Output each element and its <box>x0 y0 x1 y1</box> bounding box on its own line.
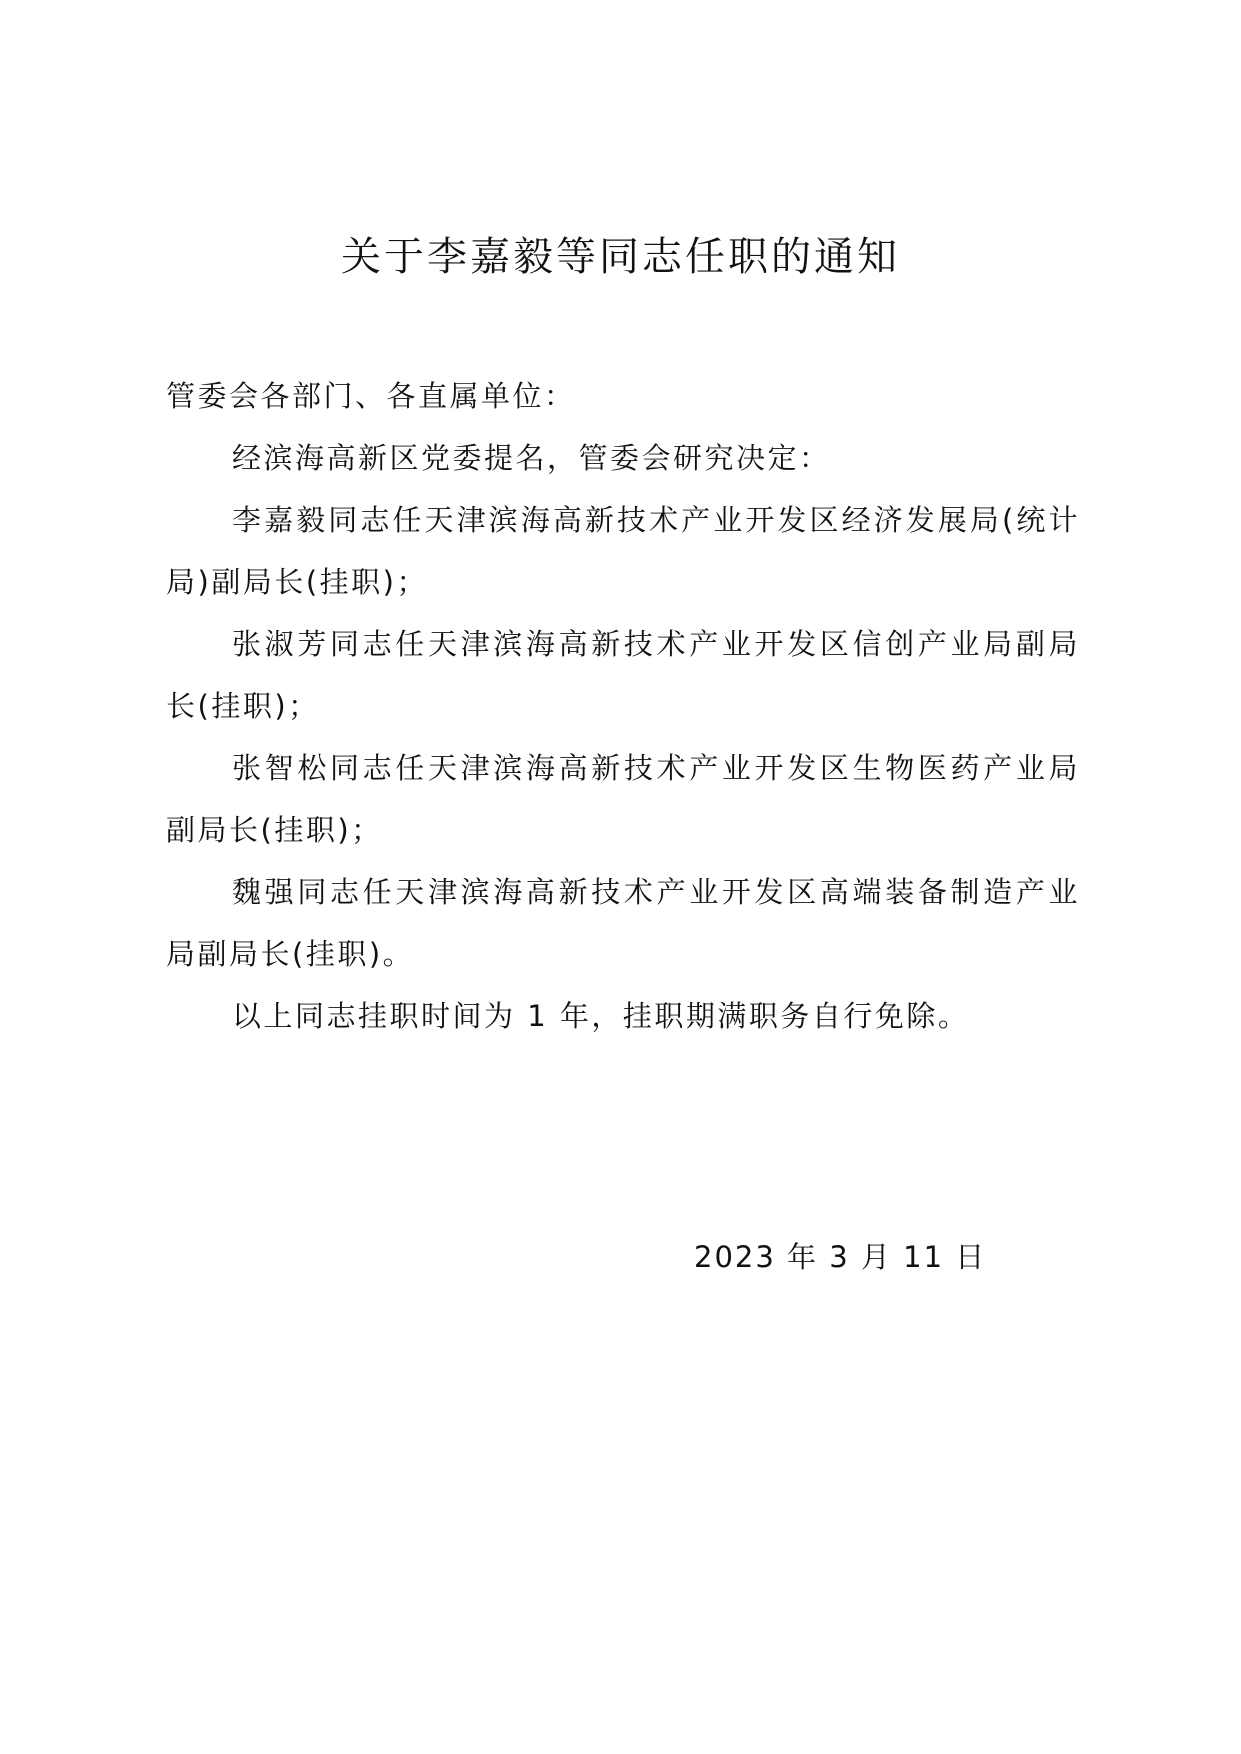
paragraph-appointment-3: 张智松同志任天津滨海高新技术产业开发区生物医药产业局副局长(挂职)； <box>166 751 1080 847</box>
salutation: 管委会各部门、各直属单位： <box>166 379 576 413</box>
paragraph-appointment-1: 李嘉毅同志任天津滨海高新技术产业开发区经济发展局(统计局)副局长(挂职)； <box>166 503 1080 599</box>
document-title: 关于李嘉毅等同志任职的通知 <box>341 234 900 280</box>
paragraph-appointment-4: 魏强同志任天津滨海高新技术产业开发区高端装备制造产业局副局长(挂职)。 <box>166 875 1080 971</box>
paragraph-appointment-2: 张淑芳同志任天津滨海高新技术产业开发区信创产业局副局长(挂职)； <box>166 627 1080 723</box>
paragraph-term-note: 以上同志挂职时间为 1 年，挂职期满职务自行免除。 <box>232 999 970 1033</box>
document-date: 2023 年 3 月 11 日 <box>694 1240 987 1274</box>
document-body <box>166 365 1080 1047</box>
paragraph-decision-intro: 经滨海高新区党委提名，管委会研究决定： <box>232 441 831 475</box>
